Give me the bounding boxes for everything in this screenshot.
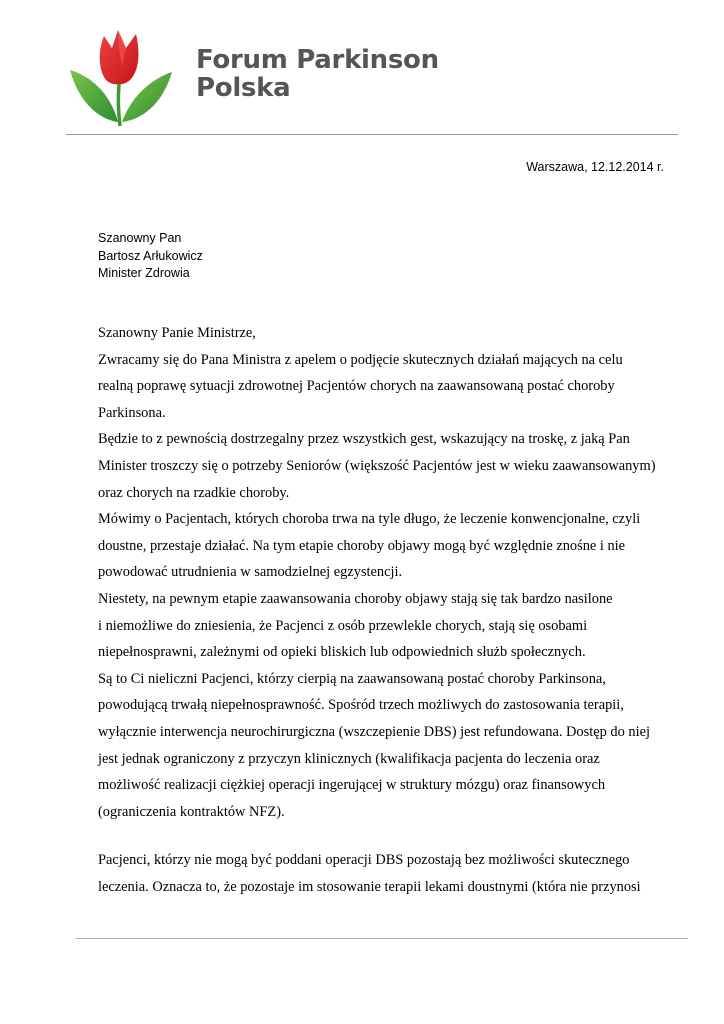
paragraph <box>98 347 678 427</box>
header-divider <box>66 134 678 135</box>
text-line: i niemożliwe do zniesienia, że Pacjenci z osób przewlekle chorych, stają się osobami <box>98 617 588 634</box>
tulip-logo-icon <box>66 26 176 130</box>
paragraph-gap <box>98 825 678 847</box>
text-line: Będzie to z pewnością dostrzegalny przez wszystkich gest, wskazujący na troskę, z jaką Pan <box>98 431 630 448</box>
text-line: Są to Ci nieliczni Pacjenci, którzy cierpią na zaawansowaną postać choroby Parkinsona, <box>98 670 606 687</box>
text-line: (ograniczenia kontraktów NFZ). <box>98 803 285 820</box>
recipient-title: Minister Zdrowia <box>98 266 190 280</box>
letter-salutation: Szanowny Panie Ministrze, <box>98 325 256 341</box>
paragraph <box>98 847 678 900</box>
text-line: powodować utrudnienia w samodzielnej egzystencji. <box>98 564 403 581</box>
text-line: jest jednak ograniczony z przyczyn klinicznych (kwalifikacja pacjenta do leczenia oraz <box>98 750 600 767</box>
organization-name <box>196 46 439 102</box>
letter-body <box>98 320 678 900</box>
organization-name-line2: Polska <box>196 73 291 103</box>
organization-name-line1: Forum Parkinson <box>196 45 439 75</box>
text-line: wyłącznie interwencja neurochirurgiczna (wszczepienie DBS) jest refundowana. Dostęp do niej <box>98 723 650 740</box>
text-line: Minister troszczy się o potrzeby Seniorów (większość Pacjentów jest w wieku zaawansowanym) <box>98 457 656 474</box>
text-line: Pacjenci, którzy nie mogą być poddani operacji DBS pozostają bez możliwości skutecznego <box>98 852 630 869</box>
text-line: Mówimy o Pacjentach, których choroba trwa na tyle długo, że leczenie konwencjonalne, czyli <box>98 511 641 528</box>
recipient-salutation: Szanowny Pan <box>98 231 182 245</box>
text-line: powodującą trwałą niepełnosprawność. Spośród trzech możliwych do zastosowania terapii, <box>98 697 624 714</box>
text-line: doustne, przestaje działać. Na tym etapie choroby objawy mogą być względnie znośne i nie <box>98 537 626 554</box>
paragraph <box>98 586 678 666</box>
recipient-block <box>98 230 203 283</box>
text-line: leczenia. Oznacza to, że pozostaje im stosowanie terapii lekami doustnymi (która nie przynosi <box>98 878 641 895</box>
letter-date: Warszawa, 12.12.2014 r. <box>526 160 664 174</box>
text-line: realną poprawę sytuacji zdrowotnej Pacjentów chorych na zaawansowaną postać choroby <box>98 378 615 395</box>
text-line: oraz chorych na rzadkie choroby. <box>98 484 290 501</box>
text-line: możliwość realizacji ciężkiej operacji ingerującej w struktury mózgu) oraz finansowych <box>98 777 606 794</box>
paragraph <box>98 666 678 826</box>
text-line: niepełnosprawni, zależnymi od opieki bliskich lub odpowiednich służb społecznych. <box>98 644 586 661</box>
footer-divider <box>76 938 688 939</box>
paragraph <box>98 506 678 586</box>
text-line: Parkinsona. <box>98 404 166 421</box>
text-line: Niestety, na pewnym etapie zaawansowania choroby objawy stają się tak bardzo nasilone <box>98 590 613 607</box>
recipient-name: Bartosz Arłukowicz <box>98 248 203 263</box>
paragraph <box>98 426 678 506</box>
text-line: Zwracamy się do Pana Ministra z apelem o podjęcie skutecznych działań mających na celu <box>98 351 623 368</box>
